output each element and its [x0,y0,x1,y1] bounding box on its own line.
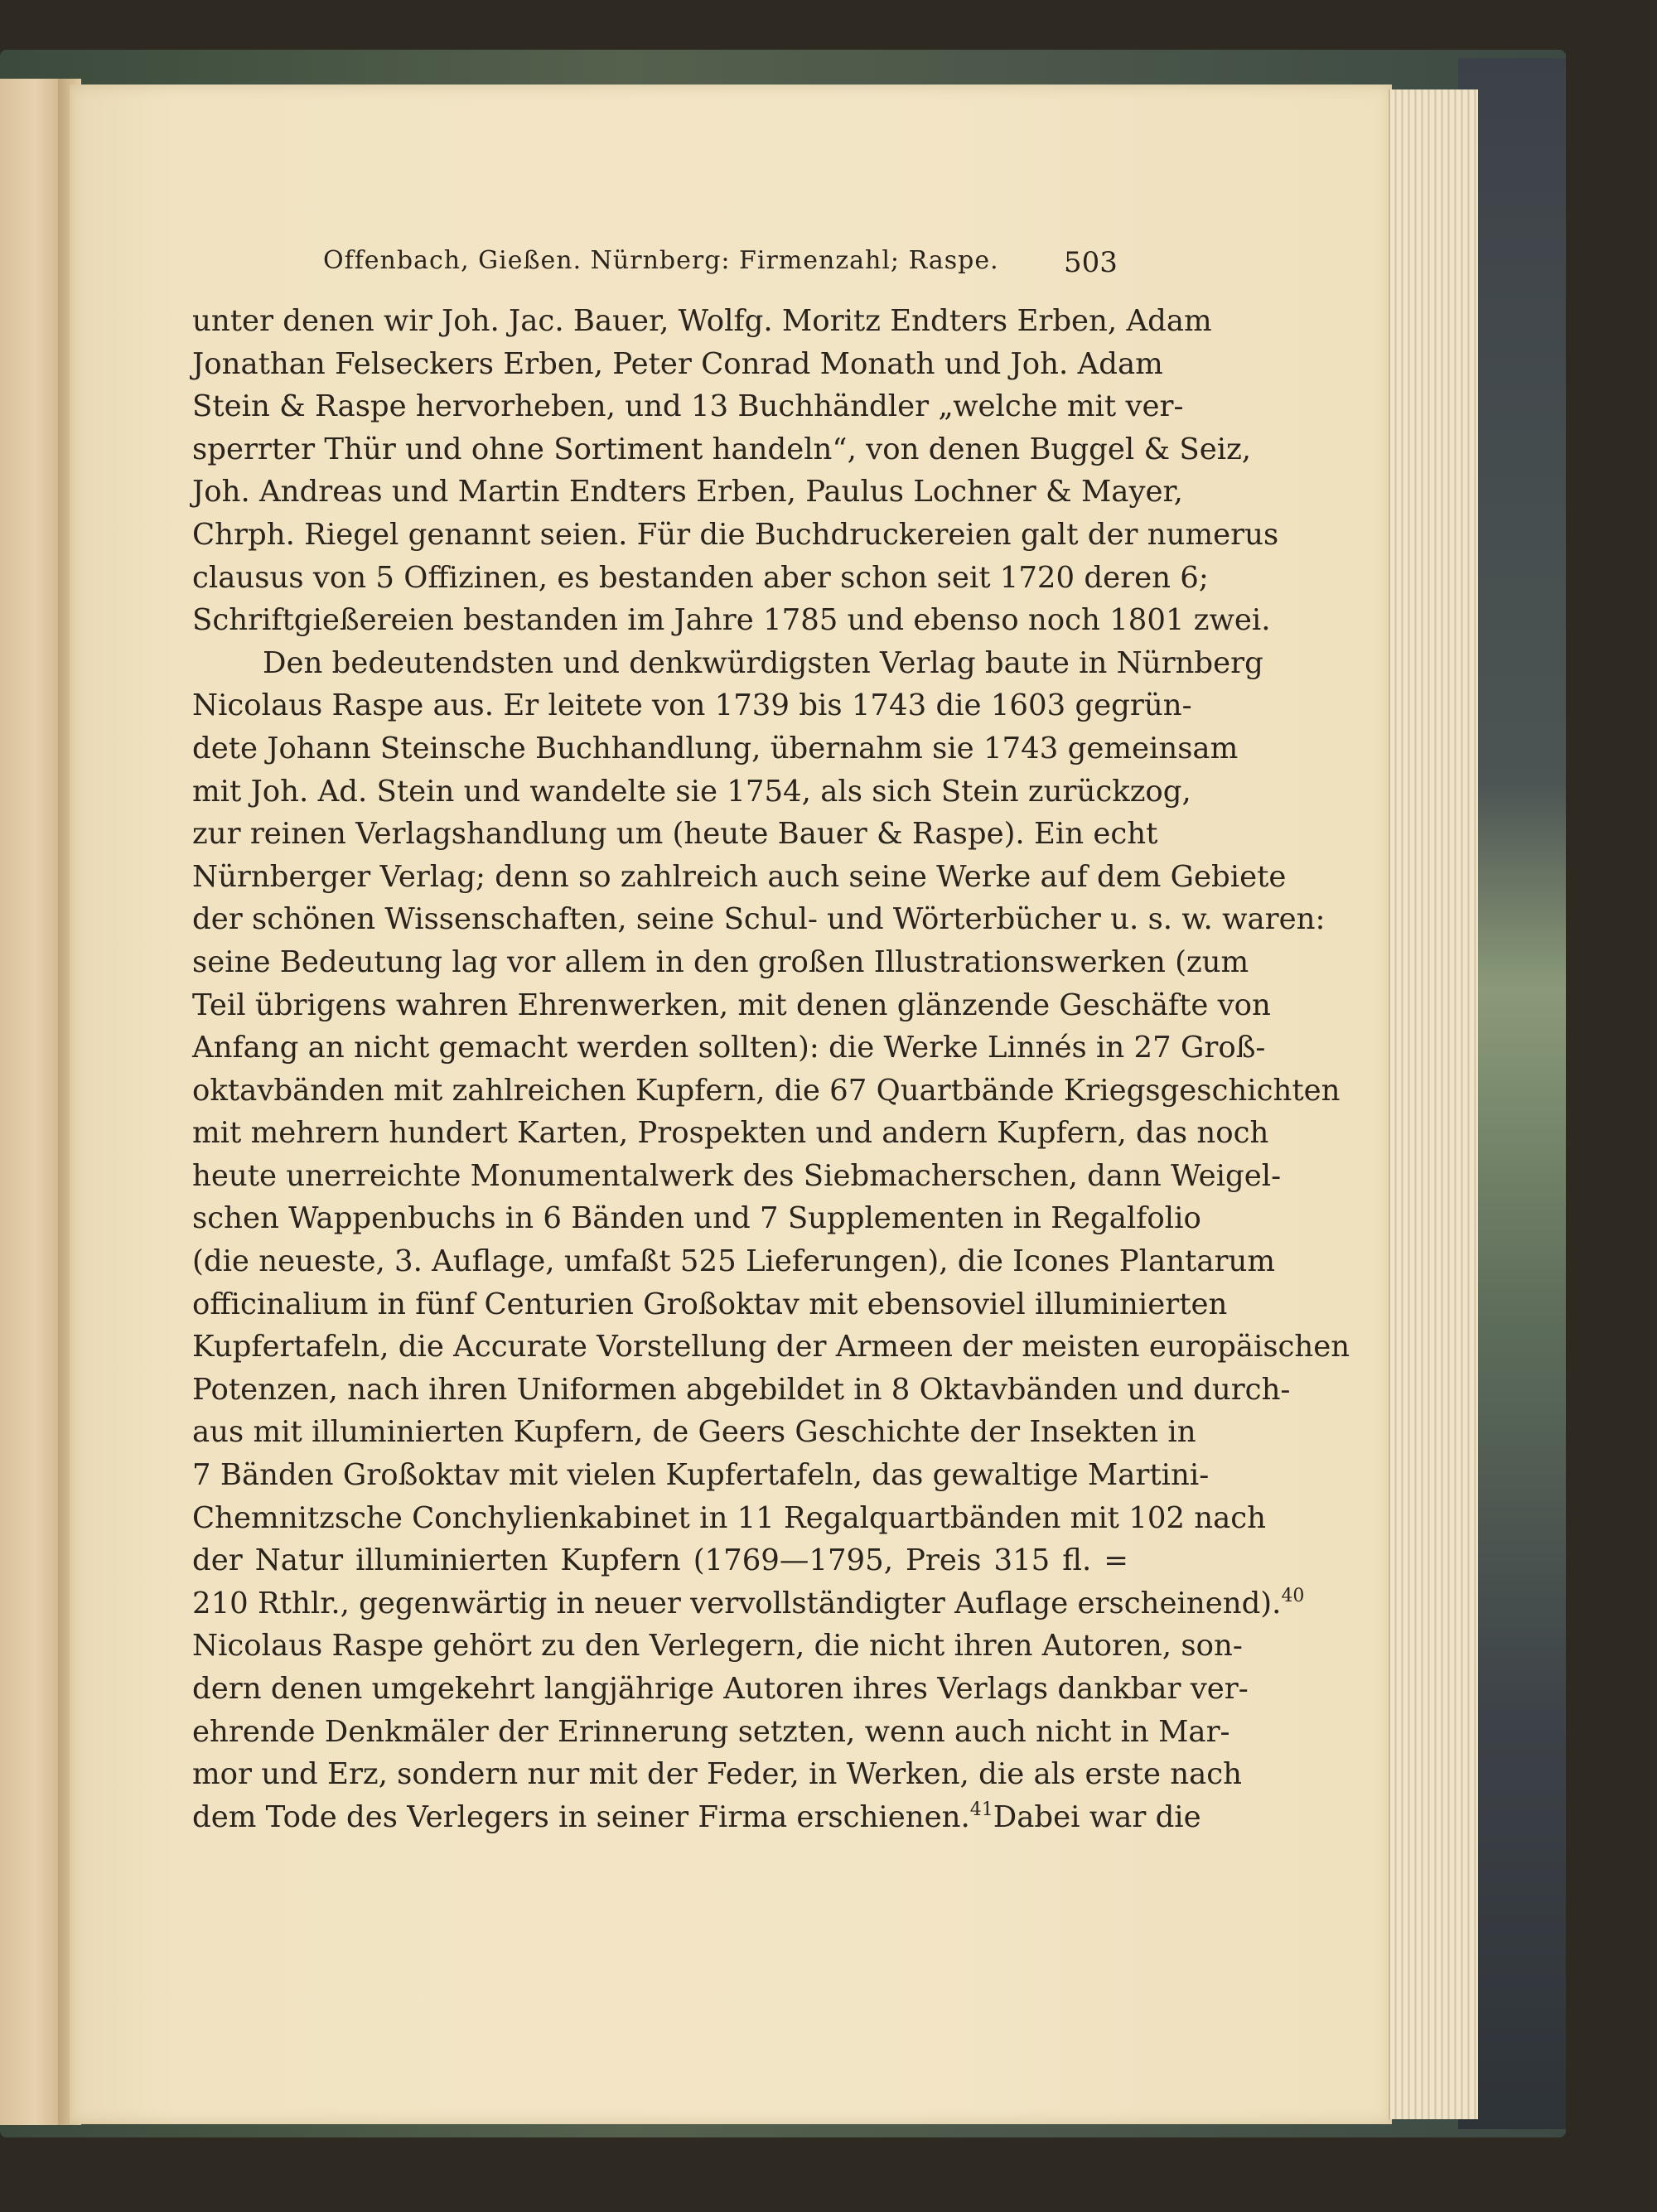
text-line: zur reinen Verlagshandlung um (heute Bauer & Raspe). Ein echt [192,817,1158,852]
previous-page-edge [0,79,66,2125]
text-line: der Natur illuminierten Kupfern (1769—1795, Preis 315 fl. = [192,1543,1128,1578]
text-line-part: Dabei war die [993,1799,1201,1834]
text-line: unter denen wir Joh. Jac. Bauer, Wolfg. Moritz Endters Erben, Adam [192,304,1212,338]
text-line: Anfang an nicht gemacht werden sollten): die Werke Linnés in 27 Groß- [192,1031,1266,1065]
text-line: Nicolaus Raspe gehört zu den Verlegern, die nicht ihren Autoren, son- [192,1629,1243,1664]
page-number: 503 [1064,246,1118,279]
text-line: Den bedeutendsten und denkwürdigsten Verlag baute in Nürnberg [263,645,1263,680]
text-line: Chrph. Riegel genannt seien. Für die Buchdruckereien galt der numerus [192,517,1279,552]
text-line: aus mit illuminierten Kupfern, de Geers Geschichte der Insekten in [192,1415,1196,1450]
text-line: Teil übrigens wahren Ehrenwerken, mit denen glänzende Geschäfte von [192,988,1271,1022]
text-line: Jonathan Felseckers Erben, Peter Conrad Monath und Joh. Adam [192,346,1163,381]
text-line: Joh. Andreas und Martin Endters Erben, Paulus Lochner & Mayer, [192,475,1183,510]
text-line: Nürnberger Verlag; denn so zahlreich auch seine Werke auf dem Gebiete [192,859,1287,894]
text-line: ehrende Denkmäler der Erinnerung setzten, wenn auch nicht in Mar- [192,1714,1230,1749]
page-edges [1389,89,1478,2119]
page-body-text [192,300,1350,1838]
text-line: Stein & Raspe hervorheben, und 13 Buchhändler „welche mit ver- [192,389,1184,424]
text-line: clausus von 5 Offizinen, es bestanden aber schon seit 1720 deren 6; [192,560,1209,595]
text-line: oktavbänden mit zahlreichen Kupfern, die 67 Quartbände Kriegsgeschichten [192,1073,1341,1108]
text-line: dete Johann Steinsche Buchhandlung, übernahm sie 1743 gemeinsam [192,731,1239,766]
text-line-content [192,1796,993,1839]
footnote-ref-41: 41 [969,1799,993,1820]
running-title: Offenbach, Gießen. Nürnberg: Firmenzahl; Raspe. [323,246,999,275]
text-line: heute unerreichte Monumentalwerk des Siebmacherschen, dann Weigel- [192,1158,1282,1193]
text-line: Potenzen, nach ihren Uniformen abgebildet in 8 Oktavbänden und durch- [192,1372,1291,1407]
text-line: officinalium in fünf Centurien Großoktav mit ebensoviel illuminierten [192,1287,1228,1321]
text-line: Schriftgießereien bestanden im Jahre 1785 und ebenso noch 1801 zwei. [192,603,1271,638]
text-line: mit Joh. Ad. Stein und wandelte sie 1754, als sich Stein zurückzog, [192,774,1191,809]
text-line: Chemnitzsche Conchylienkabinet in 11 Regalquartbänden mit 102 nach [192,1500,1267,1535]
text-line [192,1796,1201,1839]
text-line: sperrter Thür und ohne Sortiment handeln“, von denen Buggel & Seiz, [192,432,1252,466]
text-line: Nicolaus Raspe aus. Er leitete von 1739 bis 1743 die 1603 gegrün- [192,688,1192,723]
text-line: (die neueste, 3. Auflage, umfaßt 525 Lieferungen), die Icones Plantarum [192,1244,1275,1279]
text-line: der schönen Wissenschaften, seine Schul- und Wörterbücher u. s. w. waren: [192,902,1326,937]
text-line: Kupfertafeln, die Accurate Vorstellung der Armeen der meisten europäischen [192,1330,1350,1364]
text-line: dern denen umgekehrt langjährige Autoren ihres Verlags dankbar ver- [192,1672,1249,1706]
text-line: mor und Erz, sondern nur mit der Feder, in Werken, die als erste nach [192,1757,1243,1792]
text-line: mit mehrern hundert Karten, Prospekten und andern Kupfern, das noch [192,1116,1269,1151]
text-line [192,1582,1305,1625]
text-line: seine Bedeutung lag vor allem in den großen Illustrationswerken (zum [192,944,1249,979]
text-line: schen Wappenbuchs in 6 Bänden und 7 Supplementen in Regalfolio [192,1201,1201,1236]
text-line-part: dem Tode des Verlegers in seiner Firma erschienen. [192,1799,970,1834]
footnote-ref-40: 40 [1281,1585,1305,1606]
text-line-content: 210 Rthlr., gegenwärtig in neuer vervollständigter Auflage erscheinend). [192,1586,1282,1620]
text-line: 7 Bänden Großoktav mit vielen Kupfertafeln, das gewaltige Martini- [192,1458,1210,1493]
